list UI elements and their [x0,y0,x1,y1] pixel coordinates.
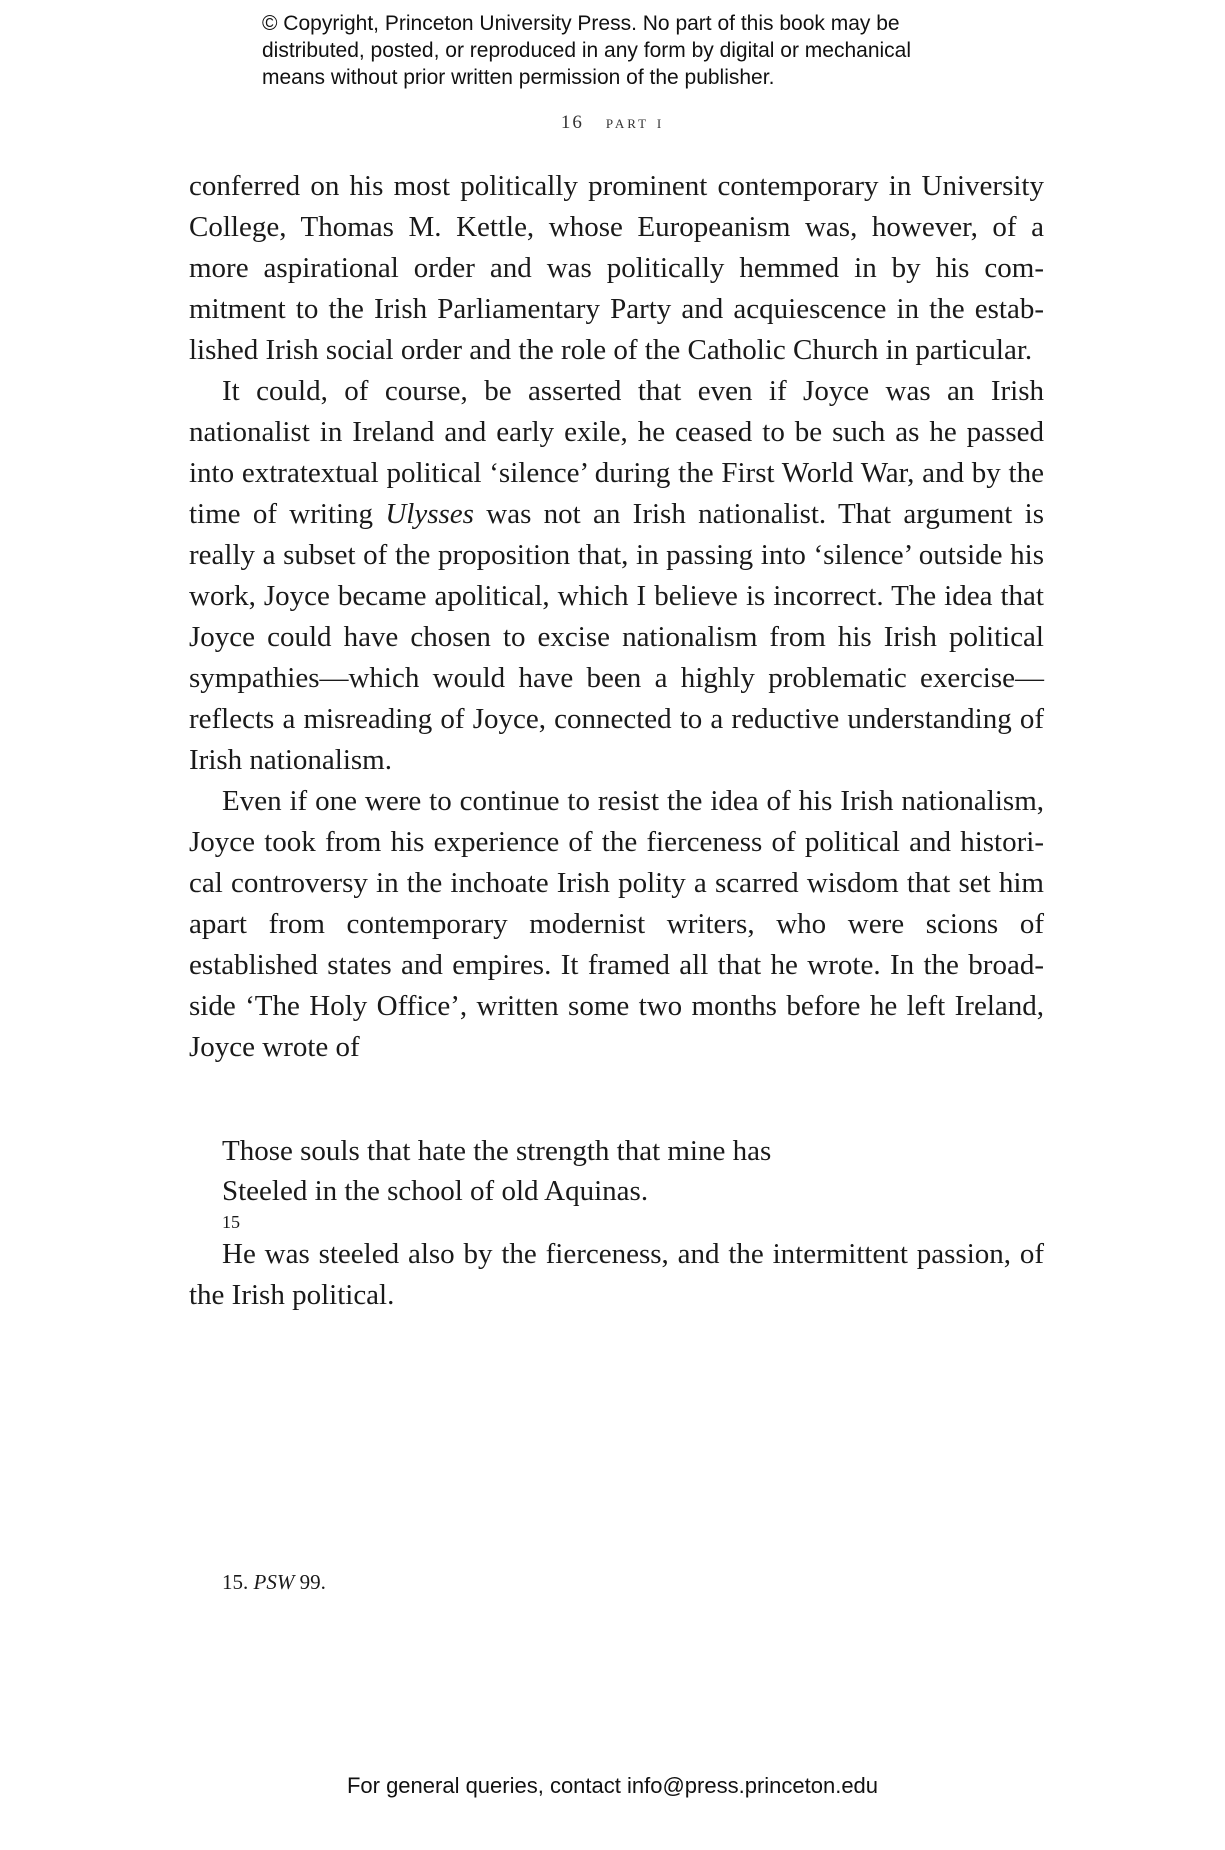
footnote [222,1570,326,1595]
copyright-line: distributed, posted, or reproduced in any form by digital or mechanical [262,39,912,62]
paragraph: Even if one were to continue to resist the idea of his Irish nationalism, Joyce took from his experience of the fierceness of political and historical controversy in the inchoate Irish polity a scarred wisdom that set him apart from contemporary modernist writers, who were scions of established states and empires. It framed all that he wrote. In the broadside ‘The Holy Office’, written some two months before he left Ireland, Joyce wrote of [189,785,1044,1063]
paragraph: conferred on his most politically prominent contemporary in University College, Thomas M. Kettle, whose Europeanism was, however, of a more aspirational order and was politically hemmed in by his commitment to the Irish Parliamentary Party and acquiescence in the established Irish social order and the role of the Catholic Church in particular. [189,170,1044,366]
page-number: 16 [560,112,584,133]
copyright-line: means without prior written permission of the publisher. [262,66,775,89]
footnote-reference[interactable]: 15 [222,1212,240,1232]
copyright-notice [262,10,962,91]
body-text [189,166,1044,1068]
verse-quotation [222,1131,1022,1251]
verse-line-text: Steeled in the school of old Aquinas. [222,1175,649,1207]
closing-paragraph: He was steeled also by the fierceness, and the intermittent passion, of the Irish political. [189,1238,1044,1311]
running-head [0,112,1225,134]
paragraph [189,371,1044,781]
copyright-line: © Copyright, Princeton University Press. No part of this book may be [262,12,900,35]
footnote-page: 99. [299,1570,326,1594]
paragraph-text: It could, of course, be asserted that even if Joyce was an Irish nationalist in Ireland and early exile, he ceased to be such as he passed into extratextual political ‘silence’ during the First World War, and by the time of writing [189,375,1044,530]
verse-line: Those souls that hate the strength that mine has [222,1135,772,1167]
contact-footer: For general queries, contact info@press.princeton.edu [346,1773,879,1798]
paragraph-text: was not an Irish nationalist. That argument is really a subset of the proposition that, in passing into ‘silence’ outside his work, Joyce became apolitical, which I believe is incorrect. The idea that Joyce could have chosen to excise nationalism from his Irish political sympathies—which would have been a highly problematic exercise—reflects a misreading of Joyce, connected to a reductive understanding of Irish nationalism. [189,498,1045,776]
footnote-number: 15. [222,1570,249,1594]
footnote-abbreviation: PSW [253,1570,295,1594]
book-title: Ulysses [385,498,474,530]
part-label: part i [605,112,665,133]
